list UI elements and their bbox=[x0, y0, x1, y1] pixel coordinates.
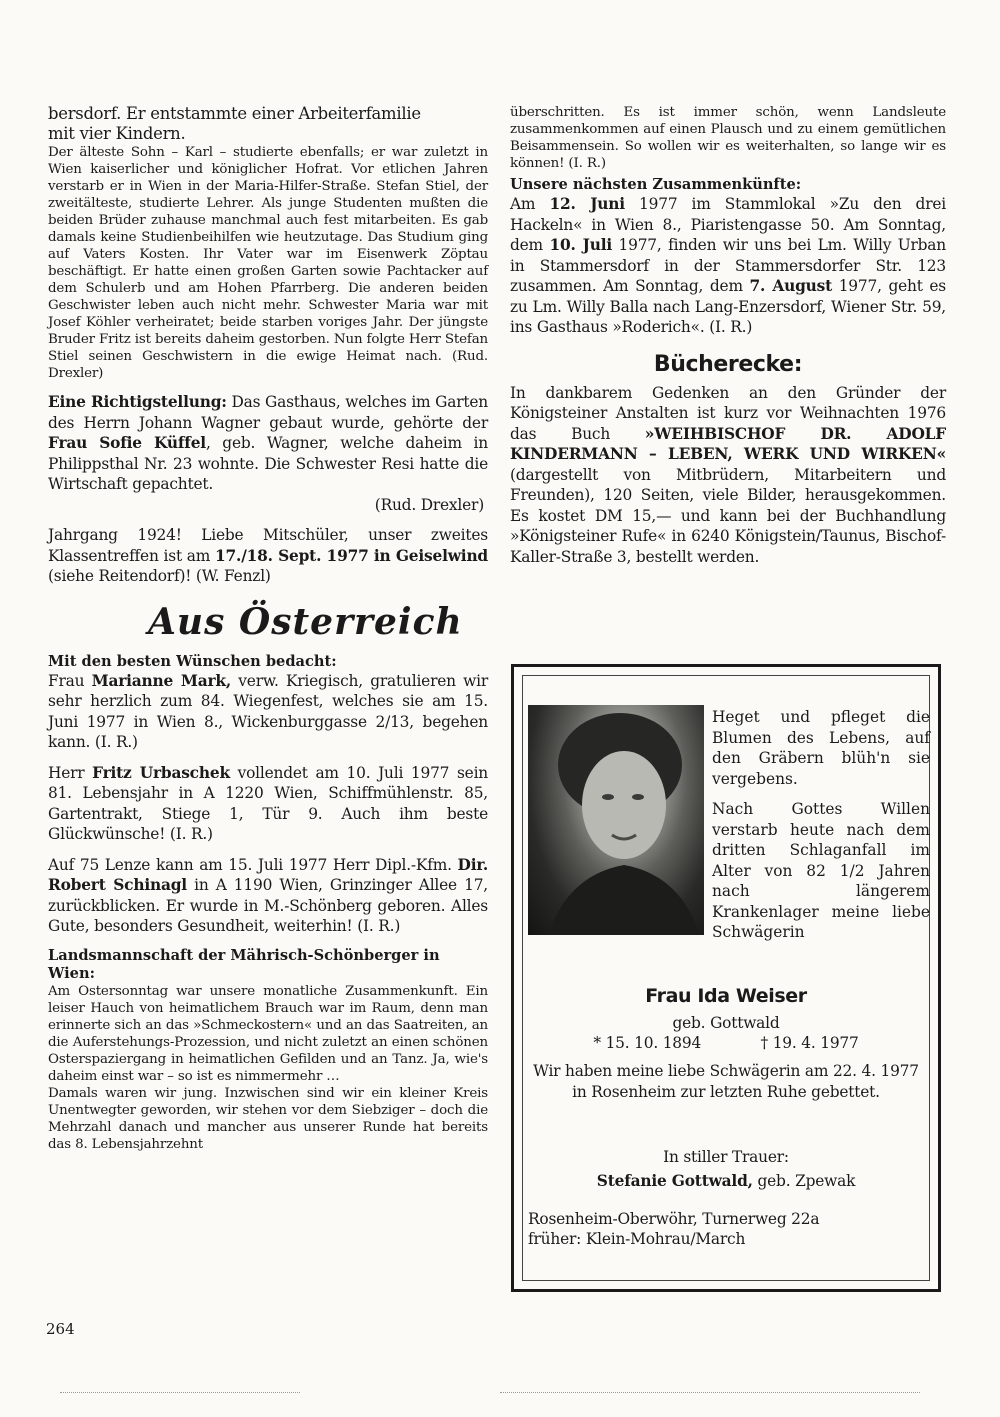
death-date: † 19. 4. 1977 bbox=[760, 1034, 859, 1052]
burial-note: Wir haben meine liebe Schwägerin am 22. 4. 1977 in Rosenheim zur letzten Ruhe gebettet. bbox=[533, 1062, 919, 1101]
left-column bbox=[48, 104, 488, 1153]
mourner-former-address: früher: Klein-Mohrau/March bbox=[528, 1230, 746, 1248]
jahrgang-paragraph: Jahrgang 1924! Liebe Mitschüler, unser zweites Klassentreffen ist am 17./18. Sept. 1977 in Geiselwind (siehe Reitendorf)! (W. Fenzl) bbox=[48, 526, 488, 585]
wishes-heading: Mit den besten Wünschen bedacht: bbox=[48, 652, 337, 670]
mourner: Stefanie Gottwald, geb. Zpewak bbox=[596, 1172, 856, 1190]
bottom-divider-right bbox=[500, 1392, 920, 1394]
wish-schinagl: Auf 75 Lenze kann am 15. Juli 1977 Herr Dipl.-Kfm. Dir. Robert Schinagl in A 1190 Wien, Grinzinger Allee 17, zurückblicken. Er wurde in M.-Schönberg geboren. Alles Gute, besonders Gesundheit, weiterhin! (I. R.) bbox=[48, 855, 488, 935]
meetings-text: Am 12. Juni 1977 im Stammlokal »Zu den drei Hackeln« in Wien 8., Piaristengasse 50. Am Sonntag, dem 10. Juli 1977, finden wir uns bei Lm. Willy Urban in Stammersdorf in der Stammersdorfer Str. 123 zusammen. Am Sonntag, dem 7. August 1977, geht es zu Lm. Willy Balla nach Lang-Enzersdorf, Wiener Str. 59, ins Gasthaus »Roderich«. (I. R.) bbox=[510, 195, 946, 336]
intro-line-2: mit vier Kindern. bbox=[48, 124, 186, 143]
stiel-obituary-text: Der älteste Sohn – Karl – studierte ebenfalls; er war zuletzt in Wien kaiserlicher und königlicher Hofrat. Vor etlichen Jahren verstarb er in Wien in der Maria-Hilfer-Straße. Stefan Stiel, der zweitälteste, studierte Lehrer. Als junge Studenten mußten die beiden Brüder zuhause manchmal auch fest mitarbeiten. Es gab damals keine Studienbeihilfen wie heutzutage. Das Studium ging auf Vaters Kosten. Ihr Vater war im Eisenwerk Zöptau beschäftigt. Er hatte einen großen Garten sowie Pachtacker auf dem Schulerb und am Hohen Pfarrberg. Die anderen beiden Geschwister leben auch nicht mehr. Schwester Maria war mit Josef Köhler verheiratet; beide starben voriges Jahr. Der jüngste Bruder Fritz ist bereits daheim gestorben. Nun folgte Herr Stefan Stiel seinen Geschwistern in die ewige Heimat nach. (Rud. Drexler) bbox=[48, 145, 488, 381]
mourner-address: Rosenheim-Oberwöhr, Turnerweg 22a bbox=[528, 1210, 820, 1228]
book-corner-heading: Bücherecke: bbox=[653, 351, 803, 377]
landsmannschaft-text: Am Ostersonntag war unsere monatliche Zusammenkunft. Ein leiser Hauch von heimatlichem Brauch war im Raum, denn man erinnerte sich an das »Schmeckostern« und an das Saatreiten, an die Auferstehungs-Prozession, und nicht zuletzt an einen schönen Osterspaziergang in heimatlichen Gefilden und an Tanz. Ja, wie's daheim einst war – so ist es nimmermehr … bbox=[48, 983, 488, 1084]
meetings-heading: Unsere nächsten Zusammenkünfte: bbox=[510, 176, 802, 193]
richtigstellung-paragraph: Eine Richtigstellung: Das Gasthaus, welches im Garten des Herrn Johann Wagner gebaut wurde, gehörte der Frau Sofie Küffel, geb. Wagner, welche daheim in Philippsthal Nr. 23 wohnte. Die Schwester Resi hatte die Wirtschaft gepachtet. bbox=[48, 393, 488, 493]
obituary-box bbox=[511, 664, 941, 1292]
portrait-photo bbox=[528, 705, 704, 935]
deceased-name: Frau Ida Weiser bbox=[645, 985, 807, 1007]
birth-date: * 15. 10. 1894 bbox=[593, 1034, 702, 1052]
obituary-poem: Heget und pfleget die Blumen des Lebens, auf den Gräbern blüh'n sie vergebens. bbox=[712, 708, 930, 788]
wish-urbaschek: Herr Fritz Urbaschek vollendet am 10. Juli 1977 sein 81. Lebensjahr in A 1220 Wien, Schiffmühlenstr. 85, Gartentrakt, Stiege 1, Tür 9. Auch ihm beste Glückwünsche! (I. R.) bbox=[48, 763, 489, 843]
obituary-notice: Nach Gottes Willen verstarb heute nach dem dritten Schlaganfall im Alter von 82 1/2 Jahren nach längerem Krankenlager meine liebe Schwägerin bbox=[712, 800, 930, 941]
life-dates bbox=[514, 1033, 938, 1054]
richtigstellung-heading: Eine Richtigstellung: bbox=[48, 393, 227, 411]
section-heading-austria: Aus Österreich bbox=[148, 600, 463, 643]
page-number: 264 bbox=[46, 1320, 75, 1338]
landsmannschaft-continued: überschritten. Es ist immer schön, wenn Landsleute zusammenkommen auf einen Plausch und zu einem gemütlichen Beisammensein. So wollen wir es weiterhalten, so lange wir es können! (I. R.) bbox=[510, 105, 946, 171]
landsmannschaft-heading: Landsmannschaft der Mährisch-Schönberger in Wien: bbox=[48, 946, 440, 982]
portrait-silhouette-icon bbox=[528, 705, 704, 935]
right-column bbox=[510, 104, 946, 567]
wish-mark: Frau Marianne Mark, verw. Kriegisch, gratulieren wir sehr herzlich zum 84. Wiegenfest, welches sie am 15. Juni 1977 in Wien 8., Wickenburggasse 2/13, begehen kann. (I. R.) bbox=[48, 671, 488, 751]
deceased-maiden-name: geb. Gottwald bbox=[672, 1014, 780, 1032]
landsmannschaft-text-2: Damals waren wir jung. Inzwischen sind wir ein kleiner Kreis Unentwegter geworden, wir stehen vor dem Siebziger – doch die Mehrzahl danach und mancher aus unserer Runde hat bereits das 8. Lebensjahrzehnt bbox=[48, 1085, 488, 1152]
mourning-label: In stiller Trauer: bbox=[663, 1148, 789, 1166]
intro-line-1: bersdorf. Er entstammte einer Arbeiterfamilie bbox=[48, 104, 421, 123]
bottom-divider-left bbox=[60, 1392, 300, 1394]
obituary-right-text bbox=[712, 707, 930, 943]
book-corner-text: In dankbarem Gedenken an den Gründer der Königsteiner Anstalten ist kurz vor Weihnachten 1976 das Buch »WEIHBISCHOF DR. ADOLF KINDERMANN – LEBEN, WERK UND WIRKEN« (dargestellt von Mitbrüdern, Mitarbeitern und Freunden), 120 Seiten, viele Bilder, herausgekommen. Es kostet DM 15,— und kann bei der Buchhandlung »Königsteiner Rufe« in 6240 Königstein/Taunus, Bischof-Kaller-Straße 3, bestellt werden. bbox=[510, 383, 946, 566]
richtigstellung-signature: (Rud. Drexler) bbox=[374, 495, 484, 514]
